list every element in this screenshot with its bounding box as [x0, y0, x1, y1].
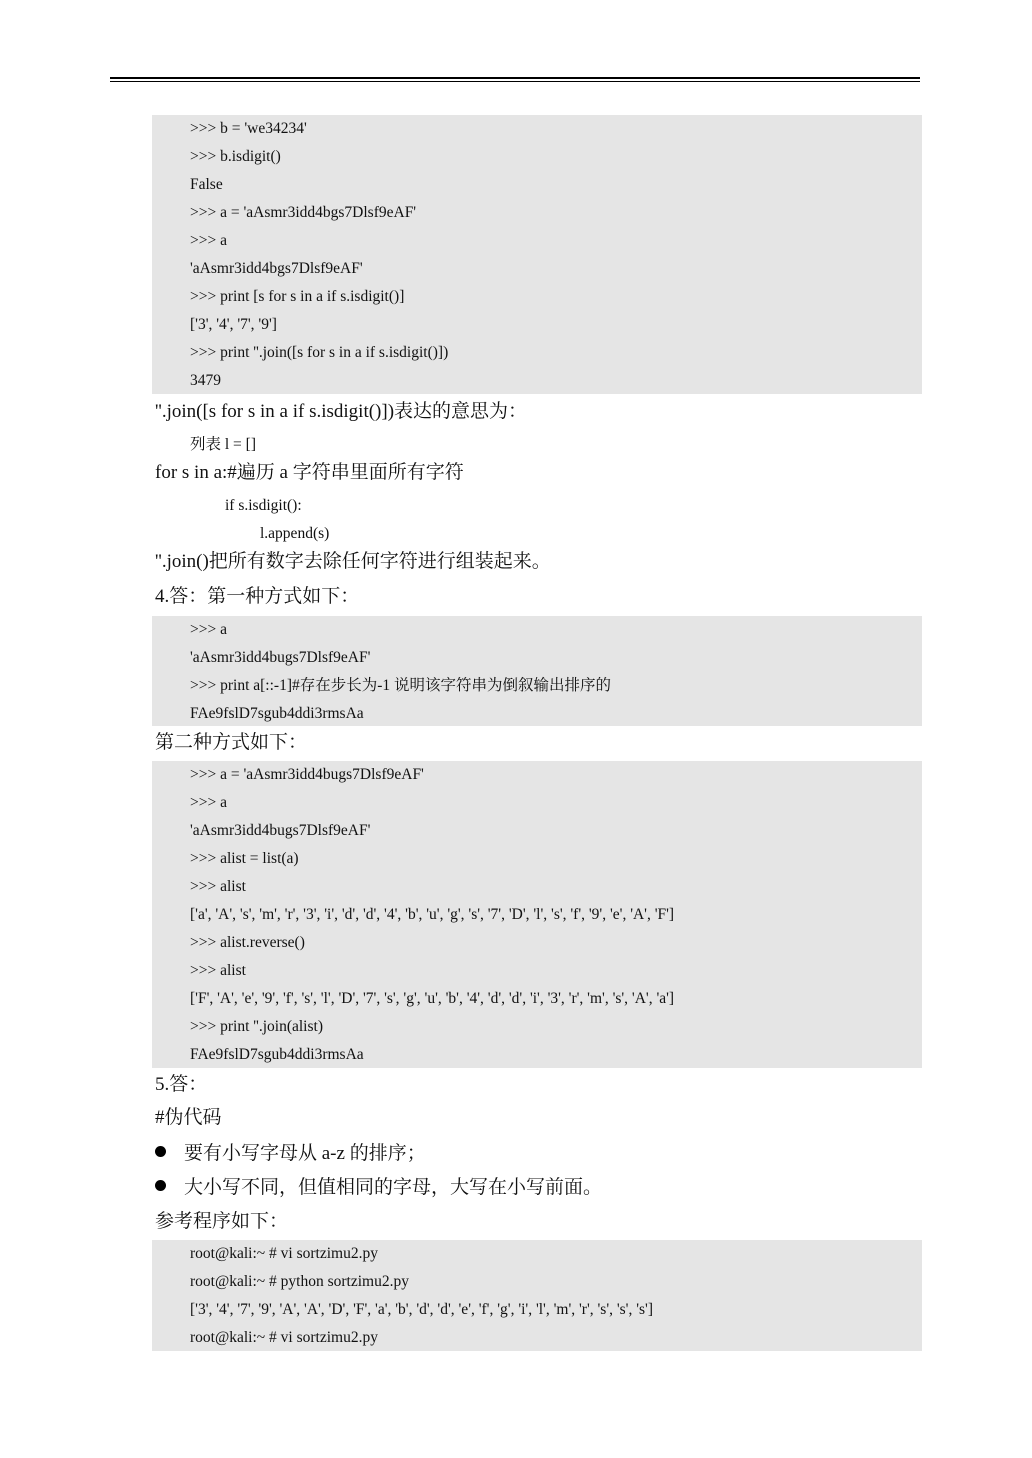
code-line: >>> alist [190, 962, 246, 979]
code-line: >>> b = 'we34234' [190, 120, 307, 137]
code-line: >>> a [190, 232, 227, 249]
pseudo-list-init: 列表 l = [] [190, 436, 256, 453]
code-line: root@kali:~ # vi sortzimu2.py [190, 1329, 378, 1346]
second-method-heading: 第二种方式如下： [155, 732, 308, 753]
code-line: FAe9fslD7sgub4ddi3rmsAa [190, 1046, 364, 1063]
answer-5-heading: 5.答： [155, 1074, 208, 1095]
bullet-dot-icon [155, 1146, 166, 1157]
code-block-isdigit [152, 115, 922, 394]
bullet-item [155, 1138, 426, 1170]
code-line: 'aAsmr3idd4bugs7Dlsf9eAF' [190, 822, 371, 839]
join-summary-text: ''.join()把所有数字去除任何字符进行组装起来。 [155, 551, 551, 572]
code-line: ['F', 'A', 'e', '9', 'f', 's', 'l', 'D', '7', 's', 'g', 'u', 'b', '4', 'd', 'd', 'i', '3', 'r', 'm', 's', 'A', 'a'] [190, 990, 675, 1007]
code-line: 3479 [190, 372, 221, 389]
code-line: >>> alist [190, 878, 246, 895]
bullet-text: 大小写不同，但值相同的字母，大写在小写前面。 [184, 1177, 603, 1198]
code-line: >>> b.isdigit() [190, 148, 281, 165]
pseudocode-label: #伪代码 [155, 1107, 222, 1128]
code-line: >>> a = 'aAsmr3idd4bgs7Dlsf9eAF' [190, 204, 417, 221]
code-block-slice [152, 616, 922, 726]
code-line: >>> print a[::-1]#存在步长为-1 说明该字符串为倒叙输出排序的 [190, 677, 612, 694]
code-line: ['3', '4', '7', '9'] [190, 316, 277, 333]
header-rule-thin [110, 81, 920, 82]
for-loop-text: for s in a:#遍历 a 字符串里面所有字符 [155, 462, 464, 483]
code-line: >>> alist.reverse() [190, 934, 305, 951]
code-line: >>> alist = list(a) [190, 850, 299, 867]
join-explanation-heading: ''.join([s for s in a if s.isdigit()])表达的意思为： [155, 401, 528, 422]
code-line: >>> a = 'aAsmr3idd4bugs7Dlsf9eAF' [190, 766, 424, 783]
code-line: FAe9fslD7sgub4ddi3rmsAa [190, 705, 364, 722]
code-line: False [190, 176, 223, 193]
reference-program-heading: 参考程序如下： [155, 1211, 289, 1232]
code-line: >>> a [190, 621, 227, 638]
code-block-reverse [152, 761, 922, 1068]
code-line: root@kali:~ # python sortzimu2.py [190, 1273, 409, 1290]
code-line: ['a', 'A', 's', 'm', 'r', '3', 'i', 'd', 'd', '4', 'b', 'u', 'g', 's', '7', 'D', 'l', 's', 'f', '9', 'e', 'A', 'F'] [190, 906, 675, 923]
bullet-dot-icon [155, 1180, 166, 1191]
code-block-sortzimu [152, 1240, 922, 1351]
code-line: >>> print [s for s in a if s.isdigit()] [190, 288, 405, 305]
code-line: >>> print ''.join([s for s in a if s.isdigit()]) [190, 344, 449, 361]
pseudo-if-line: if s.isdigit(): [225, 497, 302, 514]
code-line: root@kali:~ # vi sortzimu2.py [190, 1245, 378, 1262]
code-line: 'aAsmr3idd4bugs7Dlsf9eAF' [190, 649, 371, 666]
code-line: 'aAsmr3idd4bgs7Dlsf9eAF' [190, 260, 363, 277]
answer-4-heading: 4.答：第一种方式如下： [155, 586, 360, 607]
header-rule-thick [110, 77, 920, 79]
code-line: >>> print ''.join(alist) [190, 1018, 323, 1035]
code-line: >>> a [190, 794, 227, 811]
code-line: ['3', '4', '7', '9', 'A', 'A', 'D', 'F', 'a', 'b', 'd', 'd', 'e', 'f', 'g', 'i', 'l', 'm', 'r', 's', 's', 's'] [190, 1301, 654, 1318]
pseudo-append-line: l.append(s) [260, 525, 330, 542]
bullet-text: 要有小写字母从 a-z 的排序； [184, 1143, 426, 1164]
bullet-item [155, 1172, 602, 1204]
